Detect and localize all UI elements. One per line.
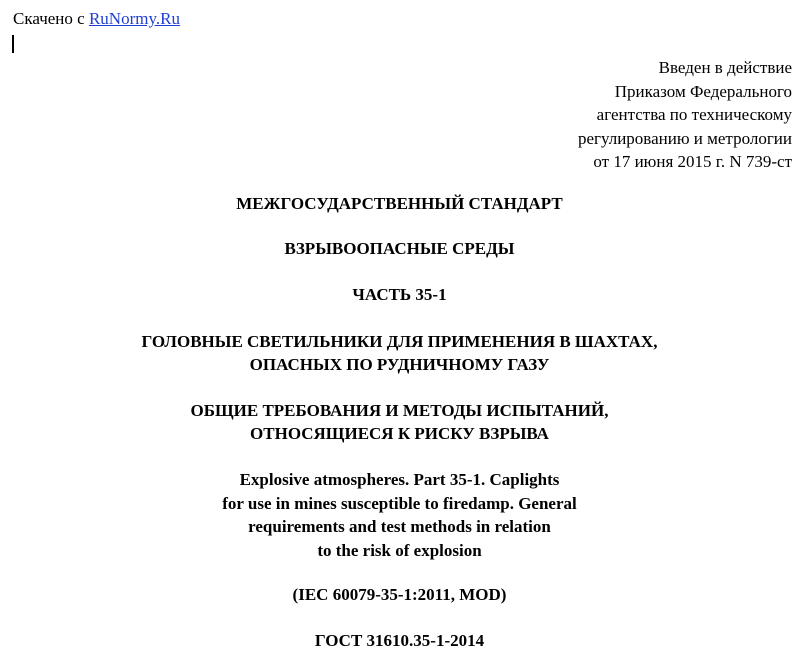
iec-reference: (IEC 60079-35-1:2011, MOD) bbox=[292, 585, 507, 604]
subtitle-line: ОТНОСЯЩИЕСЯ К РИСКУ ВЗРЫВА bbox=[250, 424, 549, 443]
english-title-line: for use in mines susceptible to firedamp. General bbox=[222, 493, 577, 513]
main-title-line: ГОЛОВНЫЕ СВЕТИЛЬНИКИ ДЛЯ ПРИМЕНЕНИЯ В ШАХТАХ, bbox=[141, 332, 658, 351]
part-heading: ЧАСТЬ 35-1 bbox=[352, 285, 447, 304]
enactment-line: Приказом Федерального bbox=[614, 81, 792, 101]
source-link[interactable]: RuNormy.Ru bbox=[88, 9, 180, 28]
enactment-line: агентства по техническому bbox=[596, 105, 792, 124]
enactment-line: регулированию и метрологии bbox=[577, 128, 792, 148]
enactment-block bbox=[462, 56, 792, 174]
area-heading: ВЗРЫВООПАСНЫЕ СРЕДЫ bbox=[284, 239, 515, 258]
main-title bbox=[0, 330, 799, 376]
gost-number: ГОСТ 31610.35-1-2014 bbox=[314, 631, 485, 650]
english-title-line: requirements and test methods in relation bbox=[248, 517, 551, 536]
english-title bbox=[0, 468, 799, 562]
source-line bbox=[13, 9, 180, 29]
text-cursor bbox=[12, 35, 14, 53]
subtitle-line: ОБЩИЕ ТРЕБОВАНИЯ И МЕТОДЫ ИСПЫТАНИЙ, bbox=[190, 401, 609, 420]
source-prefix: Скачено с bbox=[13, 9, 89, 28]
standard-type-heading: МЕЖГОСУДАРСТВЕННЫЙ СТАНДАРТ bbox=[236, 194, 563, 213]
main-title-line: ОПАСНЫХ ПО РУДНИЧНОМУ ГАЗУ bbox=[249, 355, 550, 374]
enactment-line: Введен в действие bbox=[658, 58, 792, 77]
subtitle bbox=[0, 399, 799, 445]
english-title-line: Explosive atmospheres. Part 35-1. Caplights bbox=[239, 470, 560, 489]
english-title-line: to the risk of explosion bbox=[317, 540, 482, 560]
enactment-line: от 17 июня 2015 г. N 739-ст bbox=[593, 152, 792, 171]
